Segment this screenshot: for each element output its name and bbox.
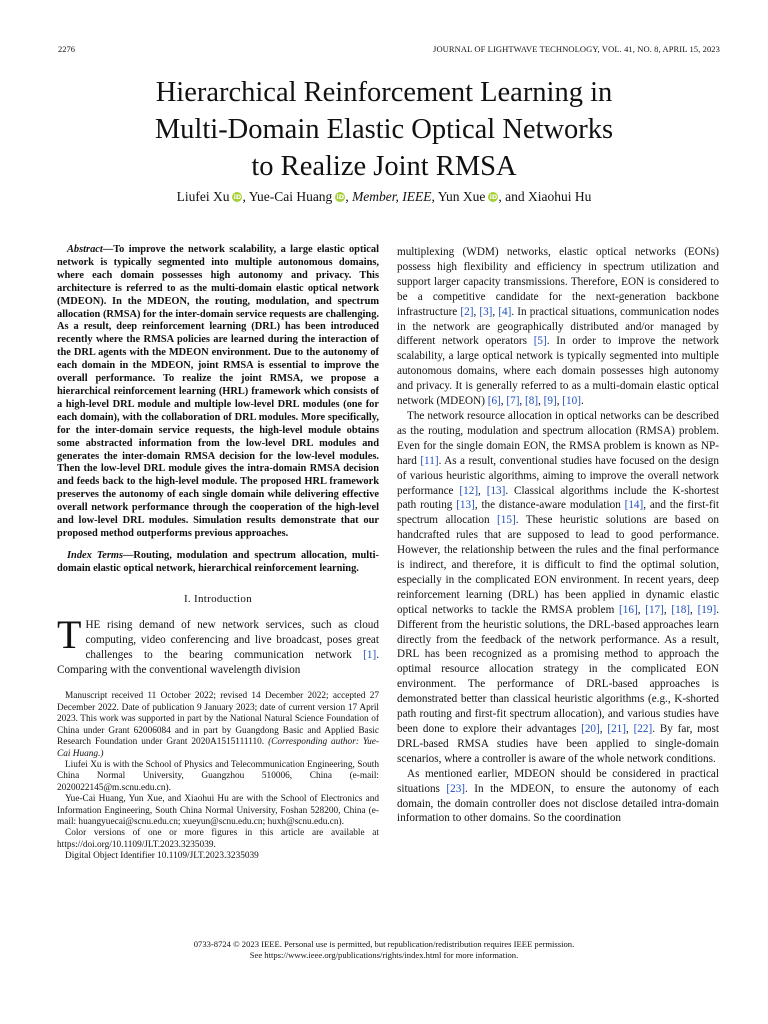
orcid-icon[interactable]: iD (233, 193, 242, 201)
citation-link[interactable]: [12] (459, 484, 479, 497)
author-name: Yue-Cai Huang (248, 189, 333, 204)
drop-cap: T (57, 611, 82, 657)
body-paragraph: The network resource allocation in optical networks can be described as the routing, modulation and spectrum allocation (RMSA) problem. Even for the single domain EON, the RMSA problem is known as NP-hard [11]. As a result, conventional studies have focused on the design of various heuristic algorithms, aiming to improve the overall network performance [12], [13]. Classical algorithms include the K-shortest path routing [13], the distance-aware modulation [14], and the first-fit spectrum allocation [15]. These heuristic solutions are based on handcrafted rules that are supposed to lead to good performance. However, the relationship between the rules and the final performance is indirect, and therefore, it is difficult to find the optimal solution, especially in the complicated EON environment. In recent years, deep reinforcement learning (DRL) has been applied in dynamic elastic optical networks to tackle the RMSA problem [16], [17], [18], [19]. Different from the heuristic solutions, the DRL-based approaches learn directly from the feedback of the network performance. As a result, DRL has been recognized as a promising method to approach the optimal resource allocation strategy in the complicated EON environment. The performance of DRL-based approaches is demonstrated better than classical heuristic algorithms (e.g., K-shorted path routing and first-fit spectrum allocation), and various studies have been done to explore their advantages [20], [21], [22]. By far, most DRL-based RMSA studies have been applied to single-domain scenarios, where a controller is aware of the whole network conditions. (397, 409, 720, 765)
citation-link[interactable]: [6] (487, 395, 501, 408)
author-name: Liufei Xu (176, 189, 230, 204)
citation-link[interactable]: [10] (562, 395, 581, 408)
citation-link[interactable]: [20] (581, 723, 600, 735)
citation-link[interactable]: [1] (363, 648, 377, 661)
citation-link[interactable]: [7] (506, 395, 520, 408)
title-line: Multi-Domain Elastic Optical Networks (154, 114, 614, 145)
left-column (57, 244, 379, 863)
author-name: and Xiaohui Hu (505, 189, 592, 204)
author-membership: Member, IEEE (352, 189, 432, 204)
right-column (397, 245, 719, 826)
footnote: Digital Object Identifier 10.1109/JLT.2023.3235039 (65, 851, 259, 862)
citation-link[interactable]: [22] (633, 723, 653, 735)
intro-text: rising demand of new network services, such as cloud computing, video conferencing and live broadcast, poses great challenges to the bearing communication network (85, 618, 379, 661)
intro-paragraph (57, 611, 379, 678)
citation-link[interactable]: [18] (671, 603, 691, 616)
index-terms-label: Index Terms (67, 549, 124, 561)
orcid-icon[interactable]: iD (489, 193, 498, 201)
author-name: Yun Xue (437, 189, 486, 204)
footnote (57, 691, 379, 759)
index-terms (57, 550, 379, 576)
abstract-label: Abstract (67, 244, 103, 255)
citation-link[interactable]: [8] (525, 395, 539, 408)
citation-link[interactable]: [23] (446, 782, 466, 795)
citation-link[interactable]: [16] (619, 603, 638, 616)
intro-first-word: HE (85, 618, 101, 631)
copyright-footer (0, 939, 768, 961)
footnote: Liufei Xu is with the School of Physics and Telecommunication Engineering, South China Normal University, Guangzhou 510006, China (e-mail: 2020022145@m.scnu.edu.cn). (57, 759, 379, 793)
citation-link[interactable]: [21] (607, 723, 626, 735)
paper-title (0, 74, 768, 185)
title-line: Hierarchical Reinforcement Learning in (155, 77, 613, 108)
citation-link[interactable]: [13] (456, 499, 475, 512)
abstract-text: —To improve the network scalability, a large elastic optical network is typically segmented into multiple autonomous domains, where each domain possesses high autonomy and privacy. This architecture is referred to as the multi-domain elastic optical network (MDEON). In the MDEON, the routing, modulation, and spectrum allocation (RMSA) for the inter-domain service requests are challenging. As a result, deep reinforcement learning (DRL) has been introduced recently where the RMSA policies are learned during the interaction of the DRL agents with the MDEON environment. Due to the autonomy of each domain in the MDEON, joint RMSA is essential to improve the overall performance. To realize the joint RMSA, we propose a hierarchical reinforcement learning (HRL) framework which consists of a high-level DRL module and multiple low-level DRL modules (one for each domain), with the collaboration of DRL modules. More specifically, for the inter-domain service requests, the high-level module obtains some abstracted information from the low-level DRL modules and generates the inter-domain RMSA decision for the low-level modules. Then the low-level DRL module gives the intra-domain RMSA decision and feeds back to the high-level module. The proposed HRL framework preserves the autonomy of each single domain while delivering effective overall network performance through the cooperation of the high-level and low-level DRL modules. Simulation results demonstrate that our proposed method outperforms previous approaches. (57, 244, 379, 539)
journal-header: JOURNAL OF LIGHTWAVE TECHNOLOGY, VOL. 41, NO. 8, APRIL 15, 2023 (433, 44, 720, 54)
citation-link[interactable]: [3] (479, 305, 493, 318)
footnotes (57, 691, 379, 862)
citation-link[interactable]: [5] (533, 335, 547, 348)
title-line: to Realize Joint RMSA (251, 151, 517, 182)
body-paragraph: As mentioned earlier, MDEON should be considered in practical situations [23]. In the MDEON, to ensure the autonomy of each domain, the domain controller does not disclose detailed intra-domain information to other domains. So the coordination (397, 767, 719, 825)
footnote-corresponding: (Corresponding author: Yue-Cai Huang.) (57, 737, 380, 759)
section-heading: I. Introduction (183, 592, 253, 605)
citation-link[interactable]: [9] (543, 395, 557, 408)
citation-link[interactable]: [19] (697, 603, 717, 616)
footnote: Color versions of one or more figures in this article are available at https://doi.org/10.1109/JLT.2023.3235039. (57, 828, 379, 850)
citation-link[interactable]: [13] (486, 484, 506, 497)
citation-link[interactable]: [4] (498, 305, 512, 318)
citation-link[interactable]: [2] (460, 305, 474, 318)
footnote: Yue-Cai Huang, Yun Xue, and Xiaohui Hu are with the School of Electronics and Information Engineering, South China Normal University, Foshan 528200, China (e-mail: huangyuecai@scnu.edu.cn; xueyun@scnu.edu.cn; huxh@scnu.edu.cn). (57, 794, 379, 827)
author-line: Liufei Xu iD, Yue-Cai Huang iD, Member, IEEE, Yun Xue iD, and Xiaohui Hu (176, 189, 592, 204)
page-number: 2276 (58, 44, 75, 54)
footnote-text: Manuscript received 11 October 2022; revised 14 December 2022; accepted 27 December 2022. Date of publication 9 January 2023; date of current version 17 April 2023. This work was supported in part by the National Natural Science Foundation of China under Grant 62006084 and in part by Guangdong Basic and Applied Basic Research Foundation under Grant 2020A1515111110. (57, 691, 379, 748)
orcid-icon[interactable]: iD (336, 193, 345, 201)
index-terms-text: —Routing, modulation and spectrum allocation, multi-domain elastic optical network, hierarchical reinforcement learning. (57, 549, 379, 574)
citation-link[interactable]: [15] (497, 514, 516, 527)
intro-text: . Comparing with the conventional wavelength division (57, 648, 379, 676)
citation-link[interactable]: [11] (420, 454, 439, 467)
citation-link[interactable]: [14] (624, 499, 644, 512)
abstract (57, 244, 379, 541)
rights-link-line: See https://www.ieee.org/publications/rights/index.html for more information. (249, 950, 519, 960)
citation-link[interactable]: [17] (645, 603, 664, 616)
copyright-line: 0733-8724 © 2023 IEEE. Personal use is permitted, but republication/redistribution requires IEEE permission. (193, 939, 575, 949)
body-paragraph: multiplexing (WDM) networks, elastic optical networks (EONs) possess high flexibility and efficiency in spectrum utilization and support larger capacity transmissions. Therefore, EON is considered to be a competitive candidate for the next-generation backbone infrastructure [2], [3], [4]. In practical situations, communication nodes in the network are geographically distributed and/or managed by different network operators [5]. In order to improve the network scalability, a large optical network is typically segmented into multiple autonomous domains, where each domain possesses high autonomy and privacy. It is generally referred to as a multi-domain elastic optical network (MDEON) [6], [7], [8], [9], [10]. (397, 246, 719, 408)
